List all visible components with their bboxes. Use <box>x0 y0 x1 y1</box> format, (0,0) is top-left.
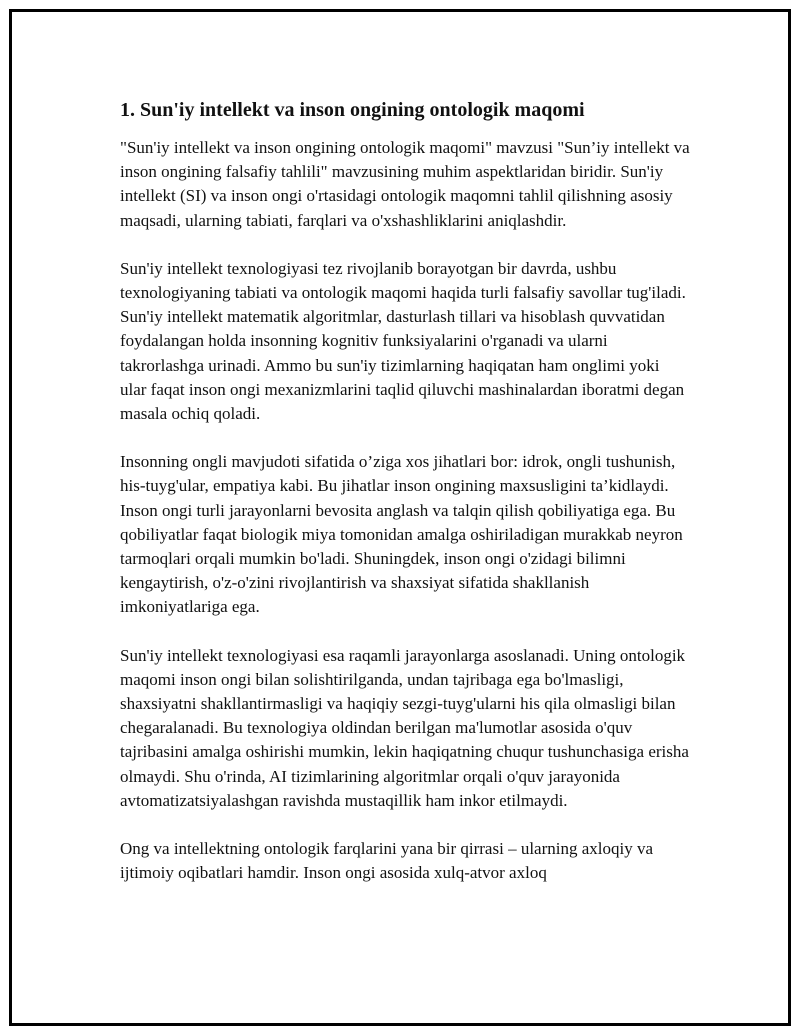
paragraph: Sun'iy intellekt texnologiyasi esa raqamli jarayonlarga asoslanadi. Uning ontologik maqomi inson ongi bilan solishtirilganda, undan tajribaga ega bo'lmasligi, shaxsiyatni shakllantirmasligi va haqiqiy sezgi-tuyg'ularni his qila olmasligi bilan chegaralanadi. Bu texnologiya oldindan berilgan ma'lumotlar asosida o'quv tajribasini amalga oshirishi mumkin, lekin haqiqatning chuqur tushunchasiga erisha olmaydi. Shu o'rinda, AI tizimlarining algoritmlar orqali o'quv jarayonida avtomatizatsiyalashgan ravishda mustaqillik ham inkor etilmaydi. <box>120 645 689 810</box>
paragraph: Sun'iy intellekt texnologiyasi tez rivojlanib borayotgan bir davrda, ushbu texnologiyaning tabiati va ontologik maqomi haqida turli falsafiy savollar tug'iladi. Sun'iy intellekt matematik algoritmlar, dasturlash tillari va hisoblash quvvatidan foydalangan holda insonning kognitiv funksiyalarini o'rganadi va ularni takrorlashga urinadi. Ammo bu sun'iy tizimlarning haqiqatan ham onglimi yoki ular faqat inson ongi mexanizmlarini taqlid qiluvchi mashinalardan iboratmi degan masala ochiq qoladi. <box>120 258 686 424</box>
document-page <box>9 9 791 1026</box>
paragraph: Ong va intellektning ontologik farqlarini yana bir qirrasi – ularning axloqiy va ijtimoiy oqibatlari hamdir. Inson ongi asosida xulq-atvor axloq <box>120 839 654 883</box>
paragraph: "Sun'iy intellekt va inson ongining ontologik maqomi" mavzusi "Sun’iy intellekt va inson ongining falsafiy tahlili" mavzusining muhim aspektlaridan biridir. Sun'iy intellekt (SI) va inson ongi o'rtasidagi ontologik maqomni tahlil qilishning asosiy maqsadi, ularning tabiati, farqlari va o'xshashliklarini aniqlashdir. <box>120 138 690 230</box>
section-heading: 1. Sun'iy intellekt va inson ongining ontologik maqomi <box>120 99 585 121</box>
paragraph: Insonning ongli mavjudoti sifatida o’ziga xos jihatlari bor: idrok, ongli tushunish, his-tuyg'ular, empatiya kabi. Bu jihatlar inson ongining maxsusligini ta’kidlaydi. Inson ongi turli jarayonlarni bevosita anglash va talqin qilish qobiliyatiga ega. Bu qobiliyatlar faqat biologik miya tomonidan amalga oshiriladigan murakkab neyron tarmoqlari orqali mumkin bo'ladi. Shuningdek, inson ongi o'zidagi bilimni kengaytirish, o'z-o'zini rivojlantirish va shaxsiyat sifatida shakllanish imkoniyatlariga ega. <box>120 452 683 617</box>
document-body <box>120 97 690 909</box>
